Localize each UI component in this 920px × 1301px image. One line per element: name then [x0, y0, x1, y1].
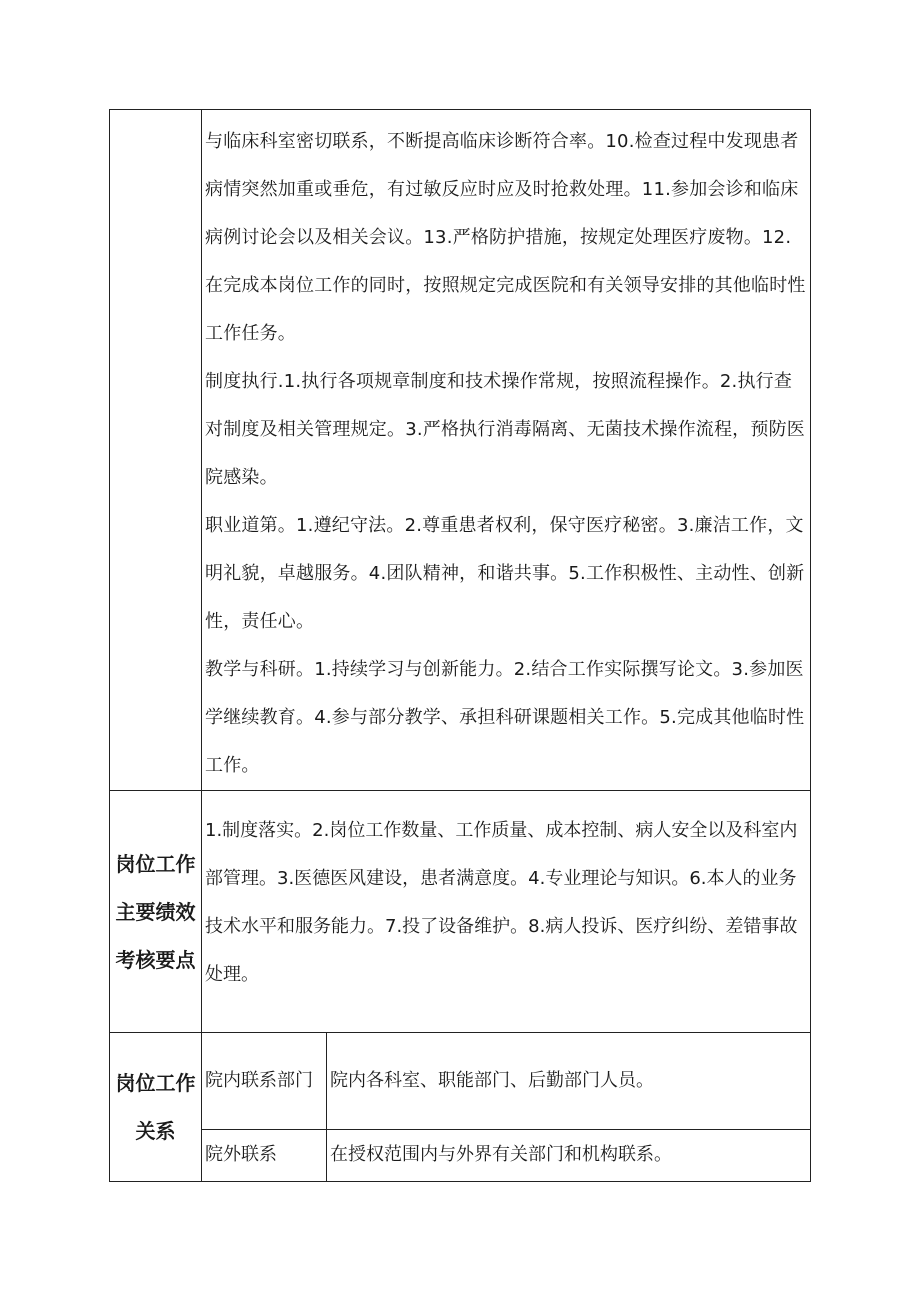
internal-contact-label: 院内联系部门 — [202, 1033, 327, 1129]
performance-label-cell — [110, 791, 202, 1033]
duties-paragraph-ethics: 职业道第。1.遵纪守法。2.尊重患者权利，保守医疗秘密。3.廉洁工作，文明礼貌，卓越服务。4.团队精神，和谐共事。5.工作积极性、主动性、创新性，责任心。 — [205, 515, 805, 632]
external-contact-value: 在授权范围内与外界有关部门和机构联系。 — [330, 1144, 672, 1166]
duties-row — [110, 110, 811, 791]
duties-text — [202, 110, 810, 790]
performance-text: 1.制度落实。2.岗位工作数量、工作质量、成本控制、病人安全以及科室内部管理。3.医德医风建设，患者满意度。4.专业理论与知识。6.本人的业务技术水平和服务能力。7.投了设备维护。8.病人投诉、医疗纠纷、差错事故处理。 — [205, 820, 798, 985]
relations-label-cell — [110, 1033, 202, 1182]
performance-row — [110, 791, 811, 1033]
duties-paragraph-clinical: 与临床科室密切联系，不断提高临床诊断符合率。10.检查过程中发现患者病情突然加重或垂危，有过敏反应时应及时抢救处理。11.参加会诊和临床病例讨论会以及相关会议。13.严格防护措施，按规定处理医疗废物。12.在完成本岗位工作的同时，按照规定完成医院和有关领导安排的其他临时性工作任务。 — [205, 131, 806, 344]
relations-label: 岗位工作关系 — [115, 1071, 196, 1143]
duties-paragraph-teaching: 教学与科研。1.持续学习与创新能力。2.结合工作实际撰写论文。3.参加医学继续教育。4.参与部分教学、承担科研课题相关工作。5.完成其他临时性工作。 — [205, 659, 805, 776]
internal-contact-value: 院内各科室、职能部门、后勤部门人员。 — [327, 1033, 811, 1129]
duties-content-cell — [202, 110, 811, 791]
job-description-table — [109, 109, 811, 1182]
relations-content-cell — [202, 1033, 811, 1182]
relations-internal-row — [202, 1033, 810, 1129]
relations-row — [110, 1033, 811, 1182]
duties-paragraph-system: 制度执行.1.执行各项规章制度和技术操作常规，按照流程操作。2.执行查对制度及相关管理规定。3.严格执行消毒隔离、无菌技术操作流程，预防医院感染。 — [205, 371, 805, 488]
duties-label-cell — [110, 110, 202, 791]
relations-inner-table — [202, 1033, 810, 1181]
performance-content-cell — [202, 791, 811, 1033]
performance-label: 岗位工作主要绩效考核要点 — [115, 851, 196, 972]
relations-external-row — [202, 1129, 810, 1181]
external-contact-label: 院外联系 — [202, 1129, 327, 1181]
